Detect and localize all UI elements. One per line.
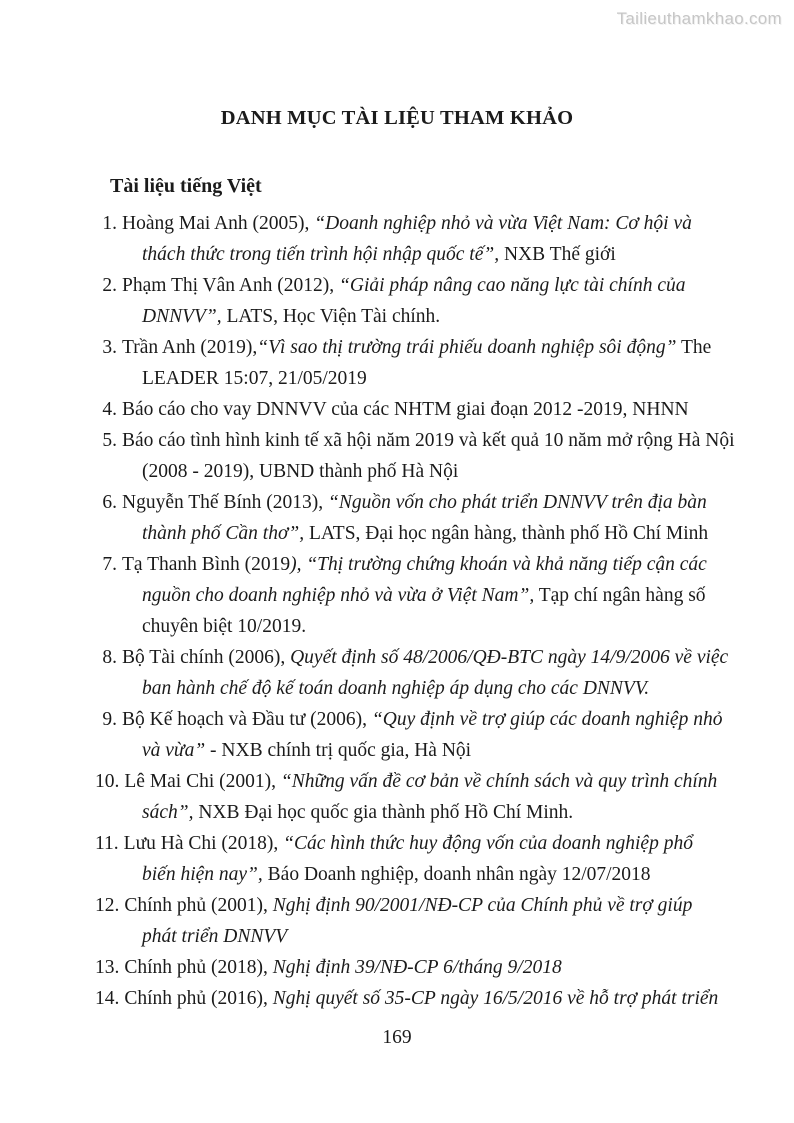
reference-text-run: phát triển DNNVV	[142, 926, 288, 947]
reference-text-run: LATS, Học Viện Tài chính.	[221, 306, 441, 327]
reference-line	[95, 580, 794, 611]
reference-item	[95, 394, 794, 425]
reference-line	[95, 394, 794, 425]
reference-line	[95, 270, 794, 301]
reference-line	[95, 611, 794, 642]
reference-text-run: The	[676, 337, 712, 358]
reference-list	[0, 208, 794, 1014]
reference-number: 8.	[102, 647, 117, 668]
reference-text-run: Bộ Kế hoạch và Đầu tư (2006),	[122, 709, 372, 730]
reference-text-run: Nguyễn Thế Bính (2013),	[122, 492, 328, 513]
reference-line	[95, 642, 794, 673]
reference-text-run: Bộ Tài chính (2006),	[122, 647, 291, 668]
reference-text-run: thành phố Cần thơ”,	[142, 523, 305, 544]
reference-item	[95, 828, 794, 890]
reference-item	[95, 983, 794, 1014]
reference-text-run: Phạm Thị Vân Anh (2012),	[122, 275, 340, 296]
reference-text-run: ban hành chế độ kế toán doanh nghiệp áp dụng cho các DNNVV.	[142, 678, 650, 699]
reference-line	[95, 301, 794, 332]
reference-line	[95, 332, 794, 363]
reference-number: 13.	[95, 957, 120, 978]
reference-text-run: chuyên biệt 10/2019.	[142, 616, 307, 637]
reference-text-run: “Giải pháp nâng cao năng lực tài chính của	[339, 275, 686, 296]
reference-number: 9.	[102, 709, 117, 730]
reference-text-run: NXB Thế giới	[499, 244, 616, 265]
page-number: 169	[382, 1027, 412, 1048]
reference-number: 1.	[102, 213, 117, 234]
reference-number: 12.	[95, 895, 120, 916]
reference-line	[95, 797, 794, 828]
reference-number: 7.	[102, 554, 117, 575]
reference-text-run: và vừa”	[142, 740, 206, 761]
reference-item	[95, 332, 794, 394]
reference-text-run: “Doanh nghiệp nhỏ và vừa Việt Nam: Cơ hội và	[314, 213, 692, 234]
reference-text-run: (2008 - 2019), UBND thành phố Hà Nội	[142, 461, 459, 482]
reference-line	[95, 983, 794, 1014]
reference-line	[95, 518, 794, 549]
reference-text-run: nguồn cho doanh nghiệp nhỏ và vừa ở Việt Nam”,	[142, 585, 535, 606]
reference-text-run: Chính phủ (2018),	[124, 957, 273, 978]
reference-item	[95, 642, 794, 704]
reference-text-run: “Các hình thức huy động vốn của doanh nghiệp phổ	[283, 833, 693, 854]
reference-text-run: Nghị định 39/NĐ-CP 6/tháng 9/2018	[272, 957, 562, 978]
reference-line	[95, 425, 794, 456]
reference-text-run: Chính phủ (2001),	[124, 895, 273, 916]
reference-number: 10.	[95, 771, 120, 792]
reference-text-run: sách”,	[142, 802, 194, 823]
reference-text-run: ), “Thị trường chứng khoán và khả năng tiếp cận các	[290, 554, 707, 575]
reference-item	[95, 766, 794, 828]
reference-number: 4.	[102, 399, 117, 420]
reference-line	[95, 456, 794, 487]
reference-line	[95, 859, 794, 890]
reference-text-run: Báo cáo cho vay DNNVV của các NHTM giai đoạn 2012 -2019, NHNN	[122, 399, 689, 420]
reference-text-run: Nghị định 90/2001/NĐ-CP của Chính phủ về trợ giúp	[272, 895, 693, 916]
reference-number: 14.	[95, 988, 120, 1009]
reference-text-run: DNNVV”,	[142, 306, 222, 327]
reference-text-run: Chính phủ (2016),	[124, 988, 273, 1009]
reference-text-run: LATS, Đại học ngân hàng, thành phố Hồ Chí Minh	[304, 523, 709, 544]
reference-text-run: Tạp chí ngân hàng số	[534, 585, 706, 606]
reference-line	[95, 735, 794, 766]
reference-text-run: Lưu Hà Chi (2018),	[123, 833, 284, 854]
reference-text-run: LEADER 15:07, 21/05/2019	[142, 368, 367, 389]
reference-text-run: Báo cáo tình hình kinh tế xã hội năm 2019 và kết quả 10 năm mở rộng Hà Nội	[122, 430, 735, 451]
reference-line	[95, 704, 794, 735]
reference-text-run: “Nguồn vốn cho phát triển DNNVV trên địa bàn	[328, 492, 707, 513]
reference-line	[95, 890, 794, 921]
reference-number: 6.	[102, 492, 117, 513]
reference-item	[95, 704, 794, 766]
reference-item	[95, 952, 794, 983]
reference-text-run: “Vì sao thị trường trái phiếu doanh nghiệp sôi động”	[257, 337, 677, 358]
reference-line	[95, 239, 794, 270]
reference-line	[95, 487, 794, 518]
reference-text-run: - NXB chính trị quốc gia, Hà Nội	[205, 740, 472, 761]
reference-text-run: “Những vấn đề cơ bản về chính sách và quy trình chính	[280, 771, 718, 792]
reference-text-run: Tạ Thanh Bình (2019	[122, 554, 291, 575]
reference-item	[95, 208, 794, 270]
reference-text-run: “Quy định về trợ giúp các doanh nghiệp nhỏ	[371, 709, 723, 730]
section-heading: Tài liệu tiếng Việt	[110, 175, 262, 197]
reference-item	[95, 270, 794, 332]
reference-text-run: Nghị quyết số 35-CP ngày 16/5/2016 về hỗ trợ phát triển	[272, 988, 719, 1009]
reference-number: 2.	[102, 275, 117, 296]
reference-text-run: Báo Doanh nghiệp, doanh nhân ngày 12/07/2018	[262, 864, 651, 885]
watermark: Tailieuthamkhao.com	[616, 9, 782, 28]
reference-text-run: NXB Đại học quốc gia thành phố Hồ Chí Minh.	[193, 802, 574, 823]
reference-number: 11.	[95, 833, 119, 854]
reference-line	[95, 208, 794, 239]
reference-text-run: biến hiện nay”,	[142, 864, 263, 885]
reference-item	[95, 890, 794, 952]
page-title: DANH MỤC TÀI LIỆU THAM KHẢO	[220, 107, 574, 129]
reference-text-run: Quyết định số 48/2006/QĐ-BTC ngày 14/9/2006 về việc	[290, 647, 729, 668]
reference-item	[95, 549, 794, 642]
reference-line	[95, 952, 794, 983]
reference-item	[95, 425, 794, 487]
reference-line	[95, 673, 794, 704]
reference-item	[95, 487, 794, 549]
reference-line	[95, 549, 794, 580]
reference-text-run: Lê Mai Chi (2001),	[124, 771, 281, 792]
reference-line	[95, 828, 794, 859]
reference-text-run: Hoàng Mai Anh (2005),	[122, 213, 315, 234]
reference-text-run: Trần Anh (2019),	[122, 337, 258, 358]
reference-line	[95, 921, 794, 952]
reference-text-run: thách thức trong tiến trình hội nhập quốc tế”,	[142, 244, 500, 265]
reference-number: 3.	[102, 337, 117, 358]
reference-line	[95, 766, 794, 797]
reference-number: 5.	[102, 430, 117, 451]
reference-line	[95, 363, 794, 394]
